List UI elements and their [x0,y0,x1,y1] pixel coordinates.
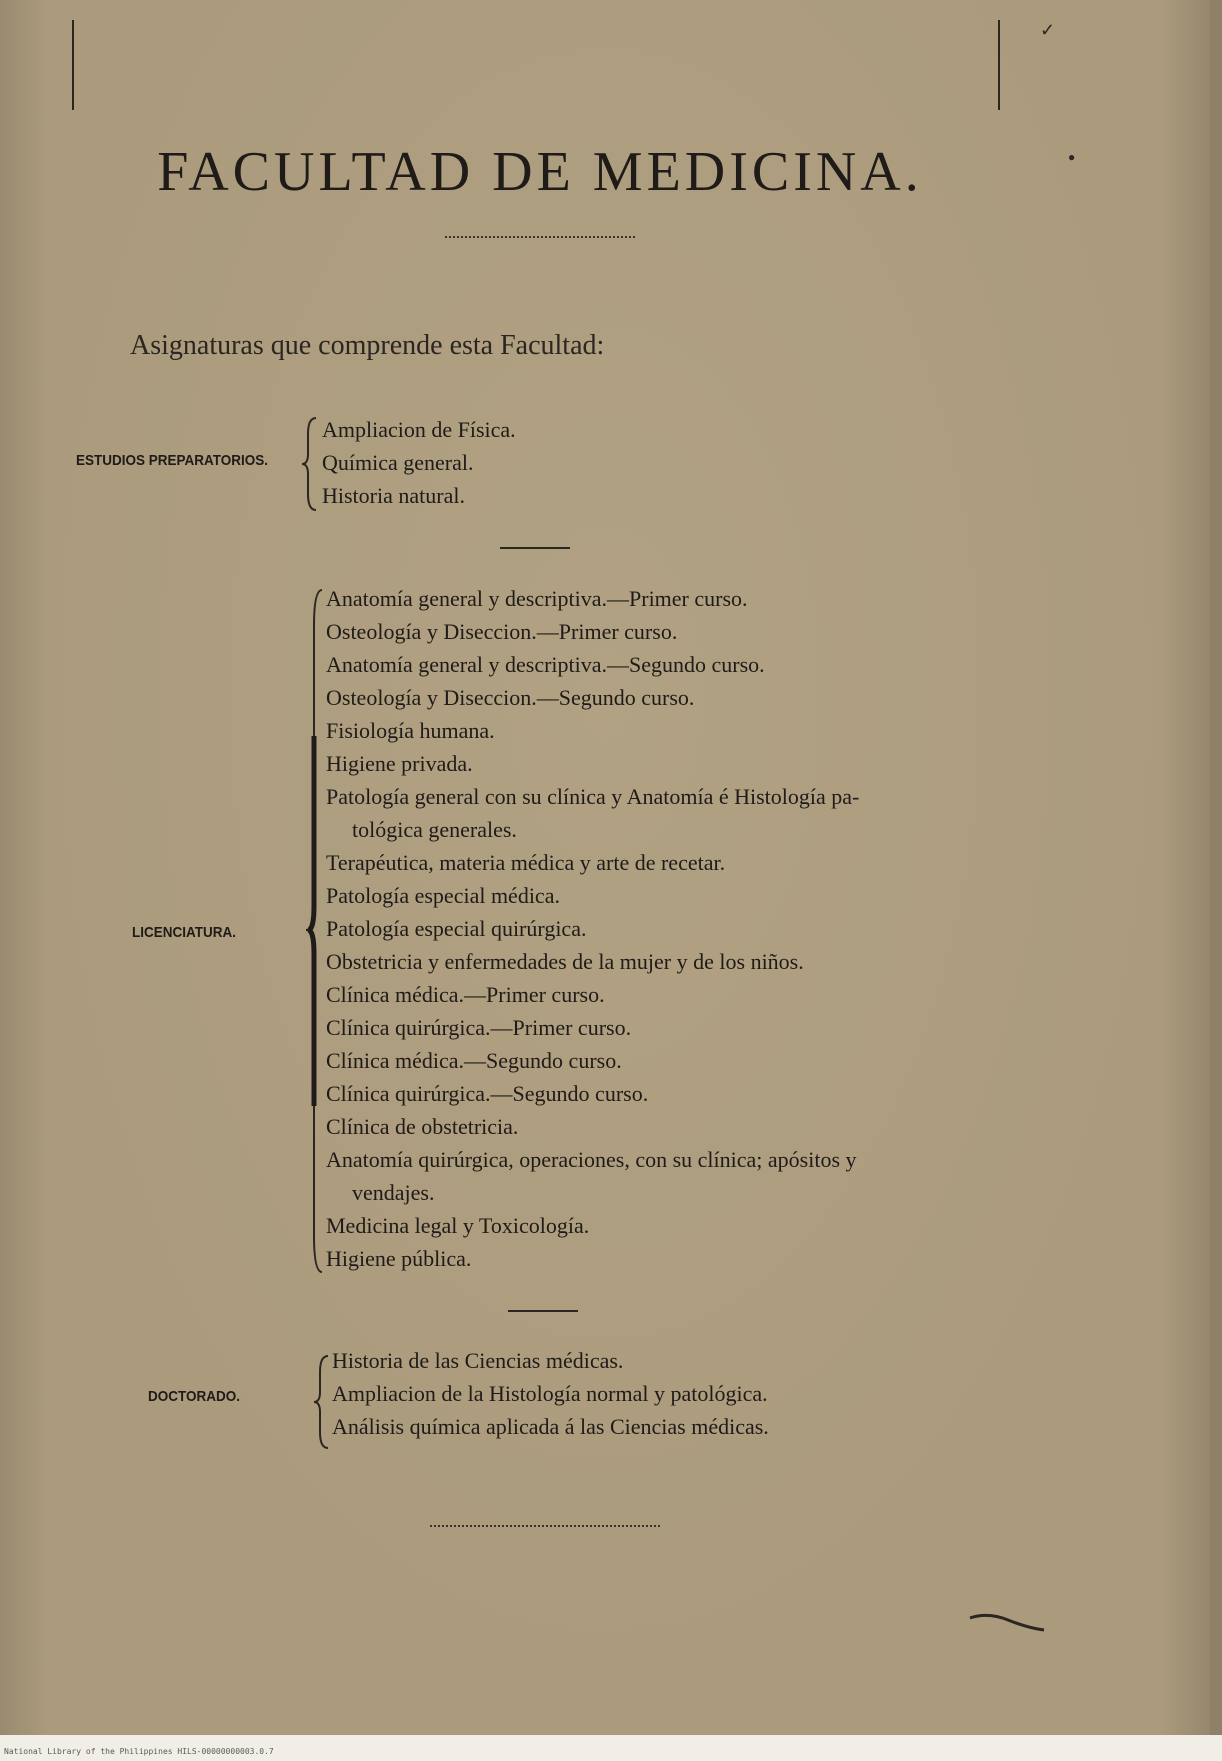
section-divider [508,1310,578,1312]
brace-licenciatura [304,586,328,1276]
right-margin-rule [998,20,1000,110]
brace-preparatorios [300,414,320,514]
list-item: Anatomía general y descriptiva.—Primer curso. [326,586,748,611]
list-item: Análisis química aplicada á las Ciencias médicas. [332,1414,769,1439]
list-item: Fisiología humana. [326,718,495,743]
section-label-licenciatura: LICENCIATURA. [132,924,236,941]
list-item: Higiene pública. [326,1246,472,1271]
page-edge [1210,0,1222,1761]
brace-doctorado [312,1352,332,1452]
list-item-line: Anatomía quirúrgica, operaciones, con su clínica; apósitos y [326,1147,857,1172]
ink-dot: ● [1068,150,1076,164]
section-label-preparatorios: ESTUDIOS PREPARATORIOS. [76,452,269,469]
list-item: Clínica médica.—Primer curso. [326,982,605,1007]
list-item-line: Patología general con su clínica y Anatomía é Histología pa- [326,784,860,809]
list-item: Ampliacion de la Histología normal y patológica. [332,1381,768,1406]
list-item: Patología especial médica. [326,883,560,908]
page-title: FACULTAD DE MEDICINA. [157,141,923,203]
list-item: Química general. [322,450,474,475]
closing-rule [430,1525,660,1527]
left-margin-rule [72,20,74,110]
ink-smudge [968,1606,1048,1636]
title-underline [445,236,635,238]
list-item: Clínica de obstetricia. [326,1114,519,1139]
section-divider [500,547,570,549]
list-item: Higiene privada. [326,751,473,776]
list-item: Osteología y Diseccion.—Segundo curso. [326,685,695,710]
list-item: Clínica quirúrgica.—Primer curso. [326,1015,632,1040]
list-doctorado [332,1344,769,1443]
list-item: Clínica médica.—Segundo curso. [326,1048,622,1073]
list-item-continuation: tológica generales. [352,817,517,842]
list-item: Ampliacion de Física. [322,417,516,442]
list-item [326,1143,859,1209]
list-item: Terapéutica, materia médica y arte de recetar. [326,850,726,875]
list-item: Obstetricia y enfermedades de la mujer y de los niños. [326,949,804,974]
list-preparatorios [322,413,516,512]
intro-text: Asignaturas que comprende esta Facultad: [130,330,605,361]
section-label-doctorado: DOCTORADO. [148,1388,241,1405]
list-item [326,780,859,846]
list-licenciatura [326,582,859,1275]
pencil-mark: ✓ [1040,20,1056,40]
list-item: Historia natural. [322,483,465,508]
scan-footer-text: National Library of the Philippines HILS-00000000003.0.7 [4,1747,274,1756]
list-item: Osteología y Diseccion.—Primer curso. [326,619,678,644]
list-item: Historia de las Ciencias médicas. [332,1348,624,1373]
list-item-continuation: vendajes. [352,1180,435,1205]
list-item: Patología especial quirúrgica. [326,916,587,941]
list-item: Anatomía general y descriptiva.—Segundo curso. [326,652,765,677]
list-item: Medicina legal y Toxicología. [326,1213,590,1238]
list-item: Clínica quirúrgica.—Segundo curso. [326,1081,649,1106]
